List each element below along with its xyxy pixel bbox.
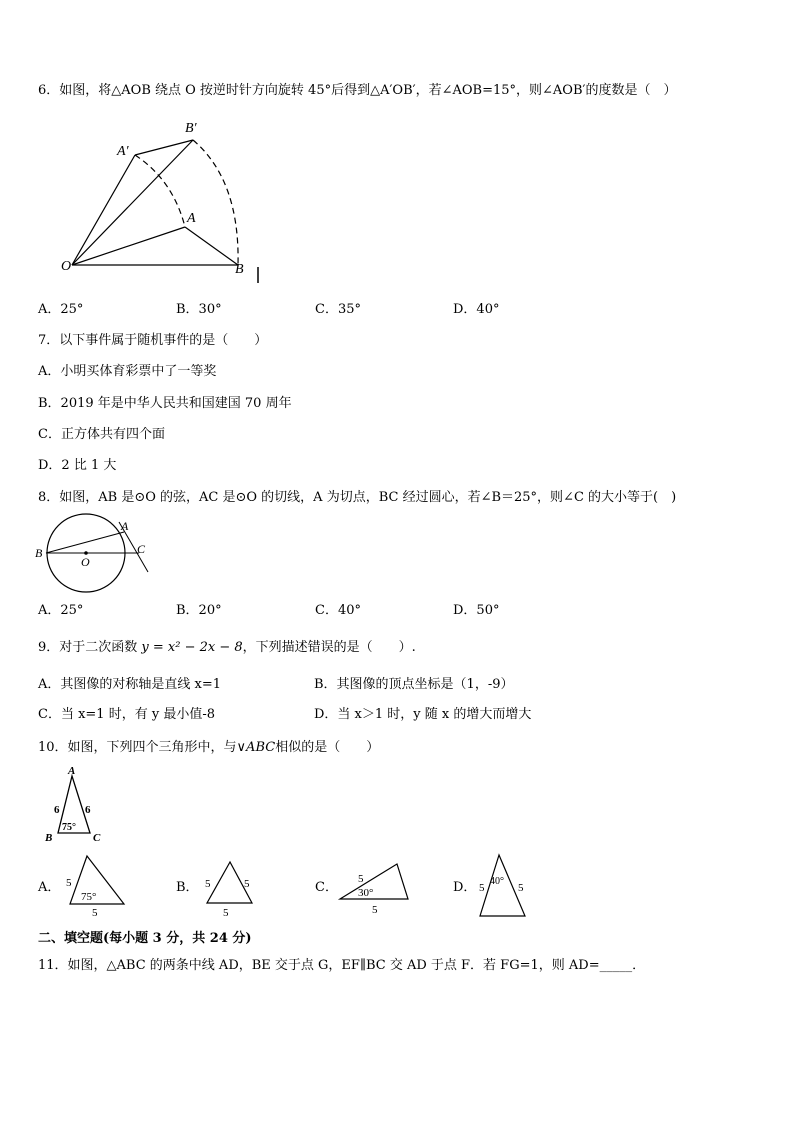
q7-option-d: D．2 比 1 大	[38, 458, 117, 473]
q7-option-b: B．2019 年是中华人民共和国建国 70 周年	[38, 396, 292, 411]
q6-option-a: A．25°	[38, 302, 84, 317]
label-a-prime: A′	[117, 144, 129, 159]
q10-stem	[38, 740, 379, 756]
side-2: 5	[92, 907, 98, 918]
q9-option-d: D．当 x＞1 时，y 随 x 的增大而增大	[314, 707, 532, 722]
label-a: A	[121, 519, 129, 533]
side-2: 5	[244, 878, 250, 890]
q7-option-a: A．小明买体育彩票中了一等奖	[38, 364, 217, 379]
side-3: 5	[223, 907, 229, 919]
q10-option-c-triangle	[336, 858, 416, 916]
q11-stem: 11．如图，△ABC 的两条中线 AD，BE 交于点 G，EF∥BC 交 AD 于点 F．若 FG=1，则 AD=_____．	[38, 958, 646, 973]
q7-option-c: C．正方体共有四个面	[38, 427, 165, 442]
label-c: C	[137, 542, 146, 556]
q10-stem-pre: 10．如图，下列四个三角形中，与	[38, 740, 237, 755]
side-1: 5	[479, 882, 485, 894]
q8-option-b: B．20°	[176, 603, 222, 618]
q10-option-a-triangle	[62, 852, 132, 918]
angle-label: 75°	[62, 822, 76, 833]
angle-label: 40°	[490, 876, 504, 887]
q9-option-c: C．当 x=1 时，有 y 最小值-8	[38, 707, 215, 722]
label-c: C	[93, 832, 101, 844]
q9-stem-pre: 9．对于二次函数	[38, 640, 142, 655]
q6-rotation-figure	[55, 115, 285, 290]
angle-label: 75°	[81, 891, 97, 903]
section-2-title: 二、填空题(每小题 3 分，共 24 分)	[38, 931, 252, 946]
q10-option-b-letter: B．	[176, 880, 199, 895]
label-b: B	[35, 546, 43, 560]
angle-label: 30°	[358, 887, 374, 899]
q6-option-d: D．40°	[453, 302, 500, 317]
q8-option-a: A．25°	[38, 603, 84, 618]
side-2: 5	[518, 882, 524, 894]
q10-stem-post: 相似的是（ ）	[275, 740, 380, 755]
q8-circle-figure	[33, 512, 158, 597]
q10-option-a-letter: A．	[38, 880, 61, 895]
label-o: O	[81, 555, 90, 569]
side-2: 5	[372, 904, 378, 916]
q10-option-c-letter: C．	[315, 880, 338, 895]
side-1: 5	[358, 873, 364, 885]
q8-option-c: C．40°	[315, 603, 361, 618]
label-b-prime: B′	[185, 121, 197, 136]
q9-stem-post: ，下列描述错误的是（ ）.	[242, 640, 416, 655]
label-a: A	[68, 765, 76, 777]
q6-option-c: C．35°	[315, 302, 361, 317]
label-b: B	[45, 832, 53, 844]
q7-stem: 7．以下事件属于随机事件的是（ ）	[38, 333, 268, 348]
q9-function: y = x² − 2x − 8	[141, 640, 243, 655]
q10-main-triangle	[40, 763, 110, 845]
q9-option-a: A．其图像的对称轴是直线 x=1	[38, 677, 222, 692]
q10-option-d-letter: D．	[453, 880, 477, 895]
side-1: 5	[66, 877, 72, 889]
q10-option-d-triangle	[474, 852, 534, 920]
q8-option-d: D．50°	[453, 603, 500, 618]
q10-option-b-triangle	[200, 855, 260, 919]
q9-stem	[38, 640, 416, 656]
side-left: 6	[54, 804, 60, 816]
q8-stem: 8．如图，AB 是⊙O 的弦，AC 是⊙O 的切线，A 为切点，BC 经过圆心，若∠B＝25°，则∠C 的大小等于( )	[38, 490, 677, 505]
q6-stem: 6．如图，将△AOB 绕点 O 按逆时针方向旋转 45°后得到△A′OB′，若∠AOB=15°，则∠AOB′的度数是（ ）	[38, 83, 677, 98]
q10-triangle-name: ∨ABC	[236, 740, 276, 755]
side-right: 6	[85, 804, 91, 816]
label-o: O	[61, 259, 72, 274]
label-a: A	[187, 211, 196, 226]
label-b: B	[235, 262, 244, 277]
side-1: 5	[205, 878, 211, 890]
q6-option-b: B．30°	[176, 302, 222, 317]
q9-option-b: B．其图像的顶点坐标是（1，-9）	[314, 677, 514, 692]
